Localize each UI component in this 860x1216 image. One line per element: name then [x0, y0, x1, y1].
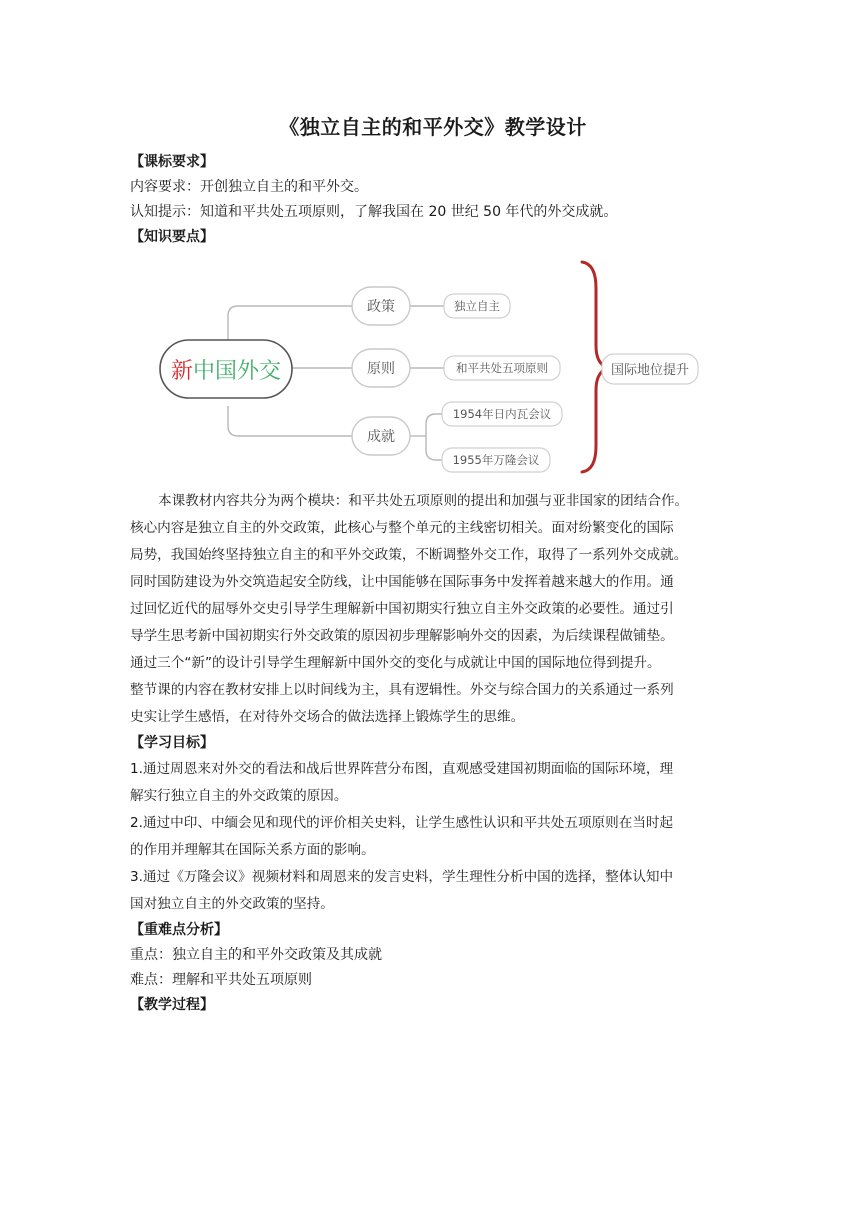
- intro-row: 同时国防建设为外交筑造起安全防线，让中国能够在国际事务中发挥着越来越大的作用。通: [130, 574, 674, 590]
- intro-row: 局势，我国始终坚持独立自主的和平外交政策，不断调整外交工作，取得了一系列外交成就。: [130, 547, 688, 563]
- objective-item-2: [130, 810, 736, 864]
- leaf-label-five-principles: 和平共处五项原则: [456, 361, 548, 375]
- key-points-heading: 【重难点分析】: [130, 922, 228, 938]
- intro-row: 史实让学生感悟，在对待外交场合的做法选择上锻炼学生的思维。: [130, 709, 525, 725]
- objective-line: 3.通过《万隆会议》视频材料和周恩来的发言史料，学生理性分析中国的选择，整体认知中: [130, 869, 674, 885]
- intro-row: 通过三个“新”的设计引导学生理解新中国外交的变化与成就让中国的国际地位得到提升。: [130, 655, 661, 671]
- connector-achievement: [228, 406, 352, 436]
- leaf-node-geneva: [442, 402, 562, 426]
- branch-node-achievement: [352, 417, 410, 455]
- objective-line: 1.通过周恩来对外交的看法和战后世界阵营分布图，直观感受建国初期面临的国际环境，理: [130, 761, 674, 777]
- branch-node-policy: [352, 287, 410, 325]
- branch-label-principle: 原则: [367, 361, 395, 377]
- curriculum-content-line: 内容要求：开创独立自主的和平外交。: [130, 179, 368, 195]
- intro-row: 过回忆近代的屈辱外交史引导学生理解新中国初期实行独立自主外交政策的必要性。通过引: [130, 601, 674, 617]
- center-red-text: 新: [170, 359, 193, 384]
- leaf-label-independence: 独立自主: [454, 299, 500, 313]
- objective-item-1: [130, 756, 736, 810]
- branch-label-achievement: 成就: [367, 429, 395, 445]
- intro-row: 核心内容是独立自主的外交政策，此核心与整个单元的主线密切相关。面对纷繁变化的国际: [130, 520, 674, 536]
- branch-node-principle: [352, 349, 410, 387]
- connector-geneva: [426, 414, 442, 424]
- objective-line: 解实行独立自主的外交政策的原因。: [130, 788, 348, 804]
- difficult-point-line: 难点：理解和平共处五项原则: [130, 972, 312, 988]
- key-point-line: 重点：独立自主的和平外交政策及其成就: [130, 947, 382, 963]
- objective-line: 2.通过中印、中缅会见和现代的评价相关史料，让学生感性认识和平共处五项原则在当时起: [130, 815, 674, 831]
- leaf-label-geneva: 1954年日内瓦会议: [452, 407, 552, 421]
- curriculum-hint-line: 认知提示：知道和平共处五项原则，了解我国在 20 世纪 50 年代的外交成就。: [130, 204, 618, 220]
- mindmap-center-node: [160, 340, 292, 398]
- leaf-label-bandung: 1955年万隆会议: [452, 453, 540, 467]
- objective-line: 国对独立自主的外交政策的坚持。: [130, 896, 334, 912]
- intro-row: 整节课的内容在教材安排上以时间线为主，具有逻辑性。外交与综合国力的关系通过一系列: [130, 682, 674, 698]
- branch-label-policy: 政策: [367, 299, 395, 315]
- intro-row: 本课教材内容共分为两个模块：和平共处五项原则的提出和加强与亚非国家的团结合作。: [158, 493, 689, 509]
- center-green-text: 中国外交: [193, 359, 282, 384]
- knowledge-mindmap: [130, 256, 736, 478]
- process-heading: 【教学过程】: [130, 997, 214, 1013]
- leaf-node-five-principles: [444, 356, 560, 380]
- leaf-node-independence: [444, 294, 510, 318]
- svg-text:新中国外交: [171, 359, 281, 384]
- document-page: [130, 112, 736, 1018]
- connector-bandung: [426, 424, 442, 460]
- knowledge-heading: 【知识要点】: [130, 229, 214, 245]
- document-title: 《独立自主的和平外交》教学设计: [279, 115, 587, 139]
- objective-item-3: [130, 864, 736, 918]
- mindmap-svg: [130, 256, 736, 478]
- result-node: [602, 354, 698, 384]
- objectives-heading: 【学习目标】: [130, 735, 214, 751]
- objective-line: 的作用并理解其在国际关系方面的影响。: [130, 842, 375, 858]
- intro-paragraph: [130, 488, 736, 731]
- curriculum-heading: 【课标要求】: [130, 154, 214, 170]
- leaf-node-bandung: [442, 448, 550, 472]
- intro-row: 导学生思考新中国初期实行外交政策的原因初步理解影响外交的因素，为后续课程做铺垫。: [130, 628, 674, 644]
- result-label: 国际地位提升: [610, 363, 690, 378]
